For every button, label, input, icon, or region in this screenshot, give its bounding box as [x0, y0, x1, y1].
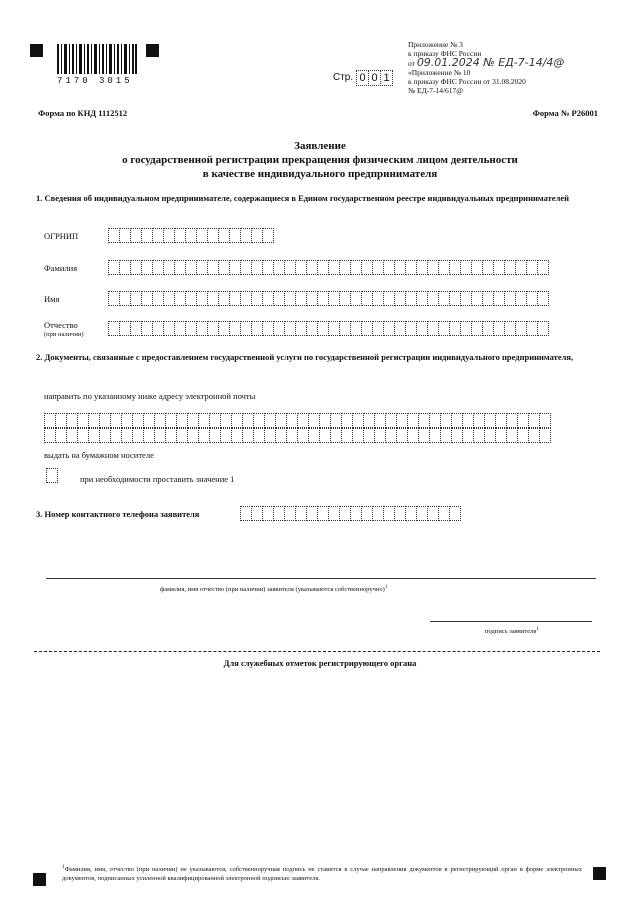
page-digit-cell: 0 [368, 70, 381, 86]
fio-line [46, 578, 596, 579]
appendix-line: Приложение № 3 [408, 40, 463, 49]
input-cell[interactable] [449, 506, 461, 521]
official-divider [34, 651, 600, 652]
appendix-block [408, 40, 564, 95]
corner-marker-bottom-left [33, 873, 46, 886]
corner-marker-top-left [30, 44, 43, 57]
paper-label: выдать на бумажном носителе [44, 450, 154, 460]
paper-checkbox[interactable] [46, 468, 57, 483]
patronymic-field[interactable] [108, 321, 548, 336]
input-cell[interactable] [262, 228, 274, 243]
appendix-date-line [408, 58, 564, 68]
signature-caption [485, 626, 539, 635]
corner-marker-bottom-right [593, 867, 606, 880]
appendix-note-line: № ЕД-7-14/617@ [408, 86, 464, 95]
patronymic-label [44, 320, 84, 340]
corner-marker-top-right [146, 44, 159, 57]
form-title-line1: Заявление [294, 140, 346, 152]
section3-heading: 3. Номер контактного телефона заявителя [36, 509, 200, 519]
barcode-icon [57, 44, 137, 74]
paper-hint: при необходимости проставить значение 1 [80, 474, 235, 484]
page-label: Стр. [333, 72, 354, 83]
page-number-cells [356, 70, 392, 86]
footnote-sup: 1 [62, 864, 65, 870]
appendix-from-prefix: от [408, 59, 415, 68]
fio-caption-text: фамилия, имя отчество (при наличии) заявителя (указываются собственноручно) [160, 586, 385, 594]
appendix-note-line: «Приложение № 10 [408, 68, 471, 77]
input-cell[interactable] [537, 291, 549, 306]
email-label: направить по указанному ниже адресу электронной почты [44, 391, 256, 401]
input-cell[interactable] [537, 260, 549, 275]
patronymic-label-text: Отчество [44, 320, 78, 330]
ogrnip-field[interactable] [108, 228, 273, 243]
official-heading: Для служебных отметок регистрирующего органа [223, 658, 417, 668]
fio-caption-sup: 1 [384, 584, 388, 590]
page-digit-cell: 1 [380, 70, 393, 86]
email-field-row1[interactable] [44, 413, 550, 428]
input-cell[interactable] [537, 321, 549, 336]
footnote-text: Фамилия, имя, отчество (при наличии) не указываются, собственноручная подпись не ставится в случае направления документов в регистрирующий орган в форме электронных документов, подписанных усиленной квалифицированной электронной подписью заявителя. [62, 866, 582, 883]
appendix-handwritten-date: 09.01.2024 № ЕД-7-14/4@ [416, 56, 565, 69]
page-digit-cell: 0 [356, 70, 369, 86]
input-cell[interactable] [539, 413, 551, 428]
appendix-line: к приказу ФНС России [408, 49, 482, 58]
surname-label: Фамилия [44, 263, 78, 273]
signature-caption-text: подпись заявителя [485, 628, 537, 636]
knd-code: Форма по КНД 1112512 [38, 108, 128, 118]
appendix-note-line: к приказу ФНС России от 31.08.2020 [408, 77, 526, 86]
input-cell[interactable] [539, 428, 551, 443]
email-field-row2[interactable] [44, 428, 550, 443]
section2-heading: 2. Документы, связанные с предоставлением государственной услуги по государственной регистрации индивидуального предпринимателя, [36, 352, 574, 362]
surname-field[interactable] [108, 260, 548, 275]
name-field[interactable] [108, 291, 548, 306]
patronymic-note: (при наличии) [44, 331, 84, 338]
form-title-line2: о государственной регистрации прекращения физическим лицом деятельности [122, 154, 518, 166]
barcode-number: 7170 3015 [57, 76, 133, 86]
form-title-line3: в качестве индивидуального предпринимателя [202, 168, 438, 180]
form-number: Форма № Р26001 [532, 108, 598, 118]
fio-caption [160, 584, 387, 593]
phone-field[interactable] [240, 506, 460, 521]
ogrnip-label: ОГРНИП [44, 231, 79, 241]
section1-heading: 1. Сведения об индивидуальном предпринимателе, содержащиеся в Едином государственном реестре индивидуальных предпринимателей [36, 193, 570, 203]
input-cell[interactable] [46, 468, 58, 483]
signature-caption-sup: 1 [536, 626, 539, 632]
footnote [62, 863, 582, 883]
name-label: Имя [44, 294, 60, 304]
signature-line [430, 621, 592, 622]
